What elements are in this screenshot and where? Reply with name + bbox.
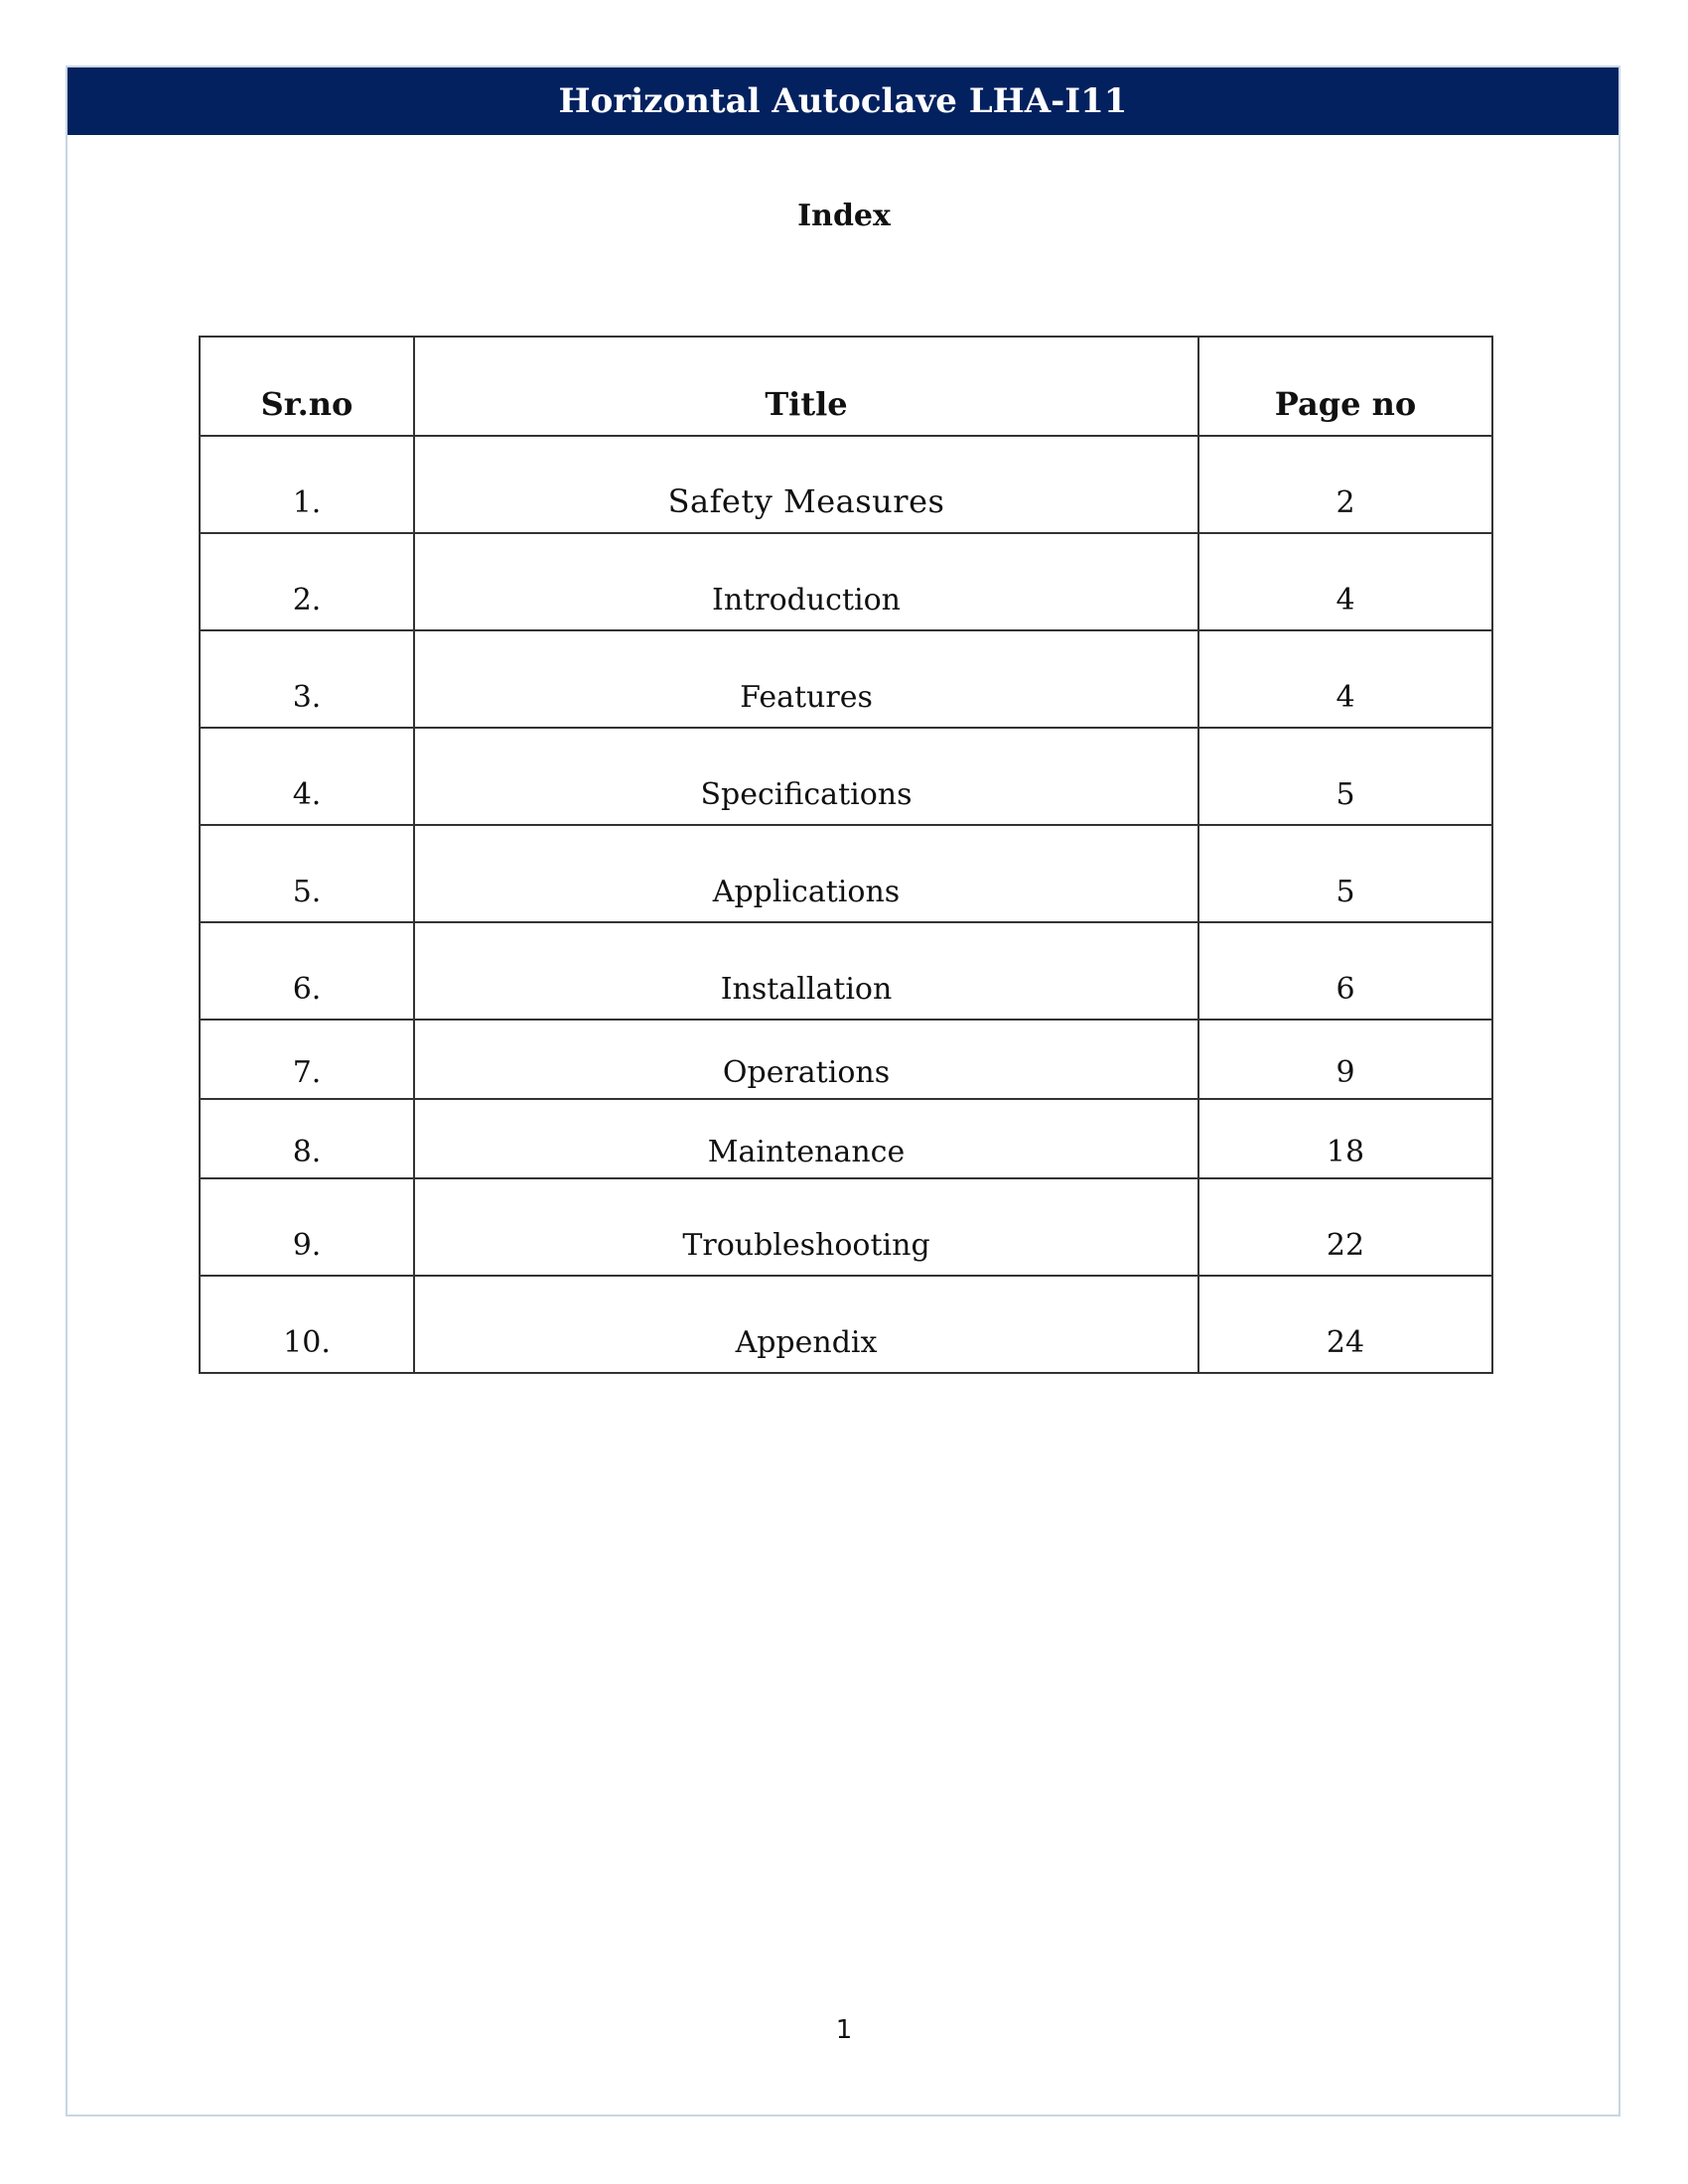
row-title: Features bbox=[414, 630, 1198, 728]
table-row bbox=[200, 630, 1492, 728]
row-page-no: 6 bbox=[1198, 922, 1492, 1020]
row-sr-no: 4. bbox=[200, 728, 414, 825]
header-page-no: Page no bbox=[1198, 337, 1492, 436]
row-sr-no: 5. bbox=[200, 825, 414, 922]
row-sr-no: 8. bbox=[200, 1099, 414, 1178]
row-title: Applications bbox=[414, 825, 1198, 922]
row-sr-no: 9. bbox=[200, 1178, 414, 1276]
index-table bbox=[199, 336, 1493, 1374]
row-page-no: 4 bbox=[1198, 533, 1492, 630]
table-row bbox=[200, 1178, 1492, 1276]
row-sr-no: 7. bbox=[200, 1020, 414, 1099]
row-page-no: 4 bbox=[1198, 630, 1492, 728]
row-title: Installation bbox=[414, 922, 1198, 1020]
row-sr-no: 3. bbox=[200, 630, 414, 728]
row-sr-no: 1. bbox=[200, 436, 414, 533]
row-sr-no: 6. bbox=[200, 922, 414, 1020]
table-header-row bbox=[200, 337, 1492, 436]
row-title: Maintenance bbox=[414, 1099, 1198, 1178]
document-title-bar bbox=[68, 68, 1618, 135]
row-page-no: 22 bbox=[1198, 1178, 1492, 1276]
row-page-no: 24 bbox=[1198, 1276, 1492, 1373]
row-title: Specifications bbox=[414, 728, 1198, 825]
document-title: Horizontal Autoclave LHA-I11 bbox=[558, 81, 1128, 121]
table-row bbox=[200, 1099, 1492, 1178]
table-row bbox=[200, 533, 1492, 630]
page-number: 1 bbox=[835, 2015, 853, 2045]
index-heading: Index bbox=[797, 199, 891, 233]
row-sr-no: 2. bbox=[200, 533, 414, 630]
row-page-no: 5 bbox=[1198, 825, 1492, 922]
row-title: Appendix bbox=[414, 1276, 1198, 1373]
row-title: Introduction bbox=[414, 533, 1198, 630]
row-page-no: 2 bbox=[1198, 436, 1492, 533]
row-title: Troubleshooting bbox=[414, 1178, 1198, 1276]
table-row bbox=[200, 1276, 1492, 1373]
table-row bbox=[200, 1020, 1492, 1099]
row-page-no: 5 bbox=[1198, 728, 1492, 825]
row-title: Operations bbox=[414, 1020, 1198, 1099]
row-title: Safety Measures bbox=[414, 436, 1198, 533]
row-page-no: 18 bbox=[1198, 1099, 1492, 1178]
row-page-no: 9 bbox=[1198, 1020, 1492, 1099]
table-row bbox=[200, 436, 1492, 533]
table-row bbox=[200, 728, 1492, 825]
header-title: Title bbox=[414, 337, 1198, 436]
row-sr-no: 10. bbox=[200, 1276, 414, 1373]
table-row bbox=[200, 825, 1492, 922]
table-row bbox=[200, 922, 1492, 1020]
header-sr-no: Sr.no bbox=[200, 337, 414, 436]
